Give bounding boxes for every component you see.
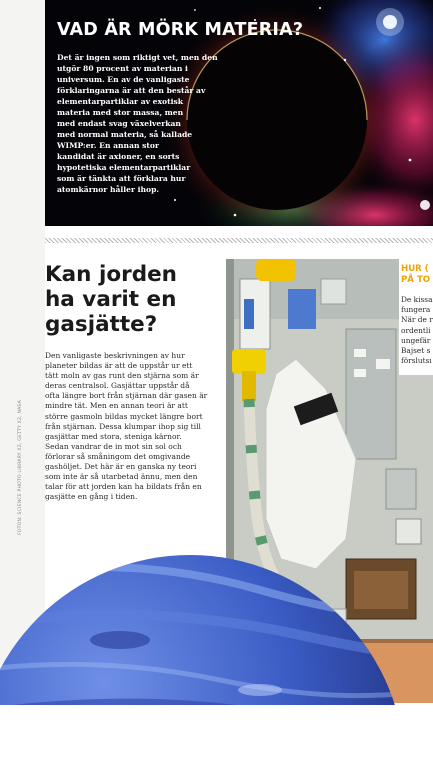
sidebar-box xyxy=(399,259,433,375)
photo-credit: FOTON: SCIENCE PHOTO LIBRARY X2, GETTY X2, NASA xyxy=(18,400,23,535)
dark-matter-text: Det är ingen som riktigt vet, men den utgör 80 procent av materian i universum. En av de vanligaste förklaringarna är att den består av elementarpartiklar av exotisk materia med stor massa, men med endast svag växelverkan med normal materia, så kallade WIMP:er. En annan stor kandidat är axioner, en sorts hypotetiska elementarpartiklar som är tänkta att förklara hur atomkärnor håller ihop. xyxy=(57,53,218,194)
dark-matter-title: VAD ÄR MÖRK MATERIA? xyxy=(57,20,304,40)
sidebar-title: HUR ( PÅ TO xyxy=(401,264,431,285)
dark-matter-box xyxy=(45,0,433,226)
page-bottom xyxy=(0,705,433,760)
article-body: Den vanligaste beskrivningen av hur planeter bildas är att de uppstår ur ett tätt moln av gas runt den stjärna som är deras centralsol. Gasjättar uppstår då ofta längre bort från stjärnan där gasen är mindre tät. Men en annan teori är att större gasmoln bildas mycket längre bort från stjärnan. Dessa klumpar ihop sig till gasjättar med stora, steniga kärnor. Sedan vandrar de in mot sin sol och förlorar så småningom det omgivande gashöljet. Det här är en ganska ny teori som inte är så utarbetad ännu, men den talar för att jorden kan ha bildats från en gasjätte en gång i tiden. xyxy=(45,351,208,502)
article-heading: Kan jorden ha varit en gasjätte? xyxy=(45,262,177,337)
section-divider xyxy=(45,238,433,243)
sidebar-text: De kissa fungera När de r ordentli ungefär Bajset s förslutsı xyxy=(401,295,433,366)
